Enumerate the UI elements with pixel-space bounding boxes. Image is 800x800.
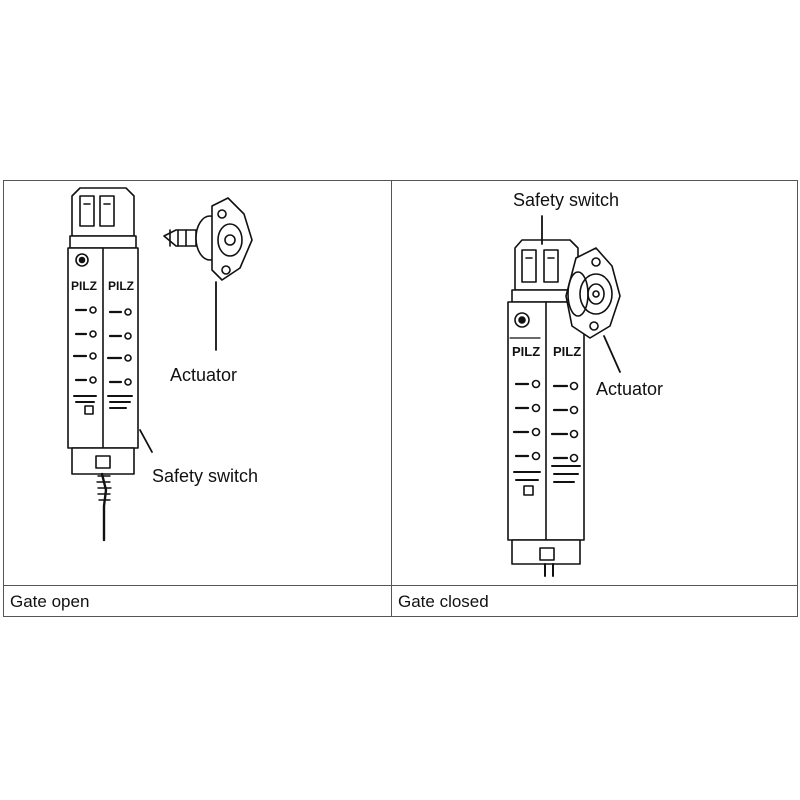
actuator-open bbox=[164, 198, 252, 280]
safety-switch-label-closed: Safety switch bbox=[513, 190, 620, 210]
safety-switch-open bbox=[68, 188, 138, 540]
svg-text:PILZ: PILZ bbox=[512, 344, 541, 359]
actuator-label-open: Actuator bbox=[170, 365, 238, 385]
svg-text:PILZ: PILZ bbox=[108, 279, 134, 293]
actuator-leader-line-closed bbox=[604, 336, 620, 372]
actuator-label-closed: Actuator bbox=[596, 379, 664, 399]
svg-text:PILZ: PILZ bbox=[553, 344, 582, 359]
caption-gate-closed: Gate closed bbox=[398, 592, 489, 611]
switch-leader-line-open bbox=[140, 430, 152, 452]
svg-text:PILZ: PILZ bbox=[71, 279, 97, 293]
safety-switch-label-open: Safety switch bbox=[152, 466, 259, 486]
caption-gate-open: Gate open bbox=[10, 592, 90, 611]
